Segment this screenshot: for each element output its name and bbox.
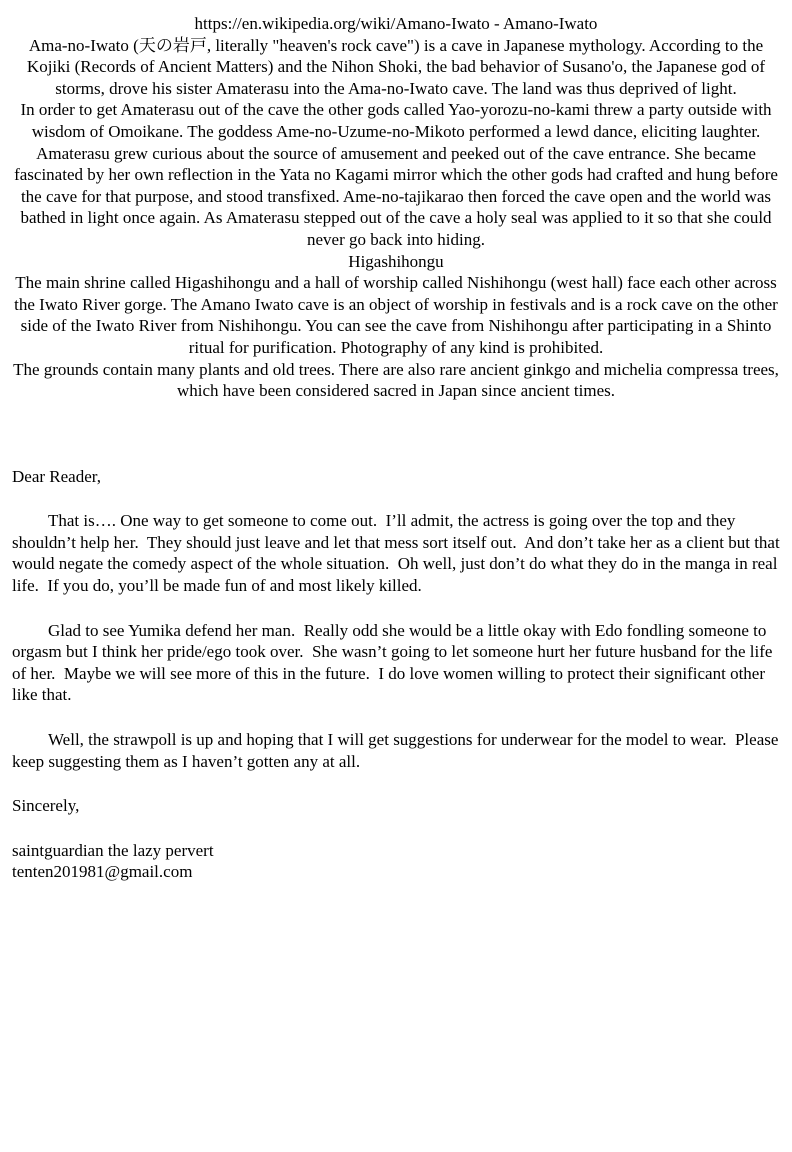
- wiki-paragraph-myth: In order to get Amaterasu out of the cave the other gods called Yao-yorozu-no-kami threw a party outside with wisdom of Omoikane. The goddess Ame-no-Uzume-no-Mikoto performed a lewd dance, eliciting laughter. Amaterasu grew curious about the source of amusement and peeked out of the cave entrance. She became fascinated by her own reflection in the Yata no Kagami mirror which the other gods had crafted and hung before the cave for that purpose, and stood transfixed. Ame-no-tajikarao then forced the cave open and the world was bathed in light once again. As Amaterasu stepped out of the cave a holy seal was applied to it so that she could never go back into hiding.: [14, 100, 778, 249]
- source-url-line: https://en.wikipedia.org/wiki/Amano-Iwato - Amano-Iwato: [194, 14, 598, 33]
- wiki-paragraph-intro: Ama-no-Iwato (天の岩戸, literally "heaven's rock cave") is a cave in Japanese mythology. According to the Kojiki (Records of Ancient Matters) and the Nihon Shoki, the bad behavior of Susano'o, the Japanese god of storms, drove his sister Amaterasu into the Ama-no-Iwato cave. The land was thus deprived of light.: [26, 35, 766, 98]
- signature-email: tenten201981@gmail.com: [12, 862, 193, 882]
- letter-paragraph-1: That is…. One way to get someone to come out. I’ll admit, the actress is going over the top and they shouldn’t help her. They should just leave and let that mess sort itself out. And don’t take her as a client but that would negate the comedy aspect of the whole situation. Oh well, just don’t do what they do in the manga in real life. If you do, you’ll be made fun of and most likely killed.: [12, 511, 784, 596]
- letter-closing: Sincerely,: [12, 796, 80, 816]
- wiki-excerpt-section: [12, 13, 780, 402]
- signature-name: saintguardian the lazy pervert: [12, 840, 214, 860]
- letter-section: [12, 466, 784, 883]
- section-heading-higashihongu: Higashihongu: [348, 251, 444, 271]
- wiki-paragraph-grounds: The grounds contain many plants and old trees. There are also rare ancient ginkgo and michelia compressa trees, which have been considered sacred in Japan since ancient times.: [13, 359, 779, 401]
- wiki-paragraph-shrine: The main shrine called Higashihongu and a hall of worship called Nishihongu (west hall) face each other across the Iwato River gorge. The Amano Iwato cave is an object of worship in festivals and is a rock cave on the other side of the Iwato River from Nishihongu. You can see the cave from Nishihongu after participating in a Shinto ritual for purification. Photography of any kind is prohibited.: [14, 273, 778, 357]
- letter-paragraph-2: Glad to see Yumika defend her man. Really odd she would be a little okay with Edo fondling someone to orgasm but I think her pride/ego took over. She wasn’t going to let someone hurt her future husband for the life of her. Maybe we will see more of this in the future. I do love women willing to protect their significant other like that.: [12, 620, 777, 705]
- letter-salutation: Dear Reader,: [12, 466, 101, 486]
- letter-paragraph-3: Well, the strawpoll is up and hoping that I will get suggestions for underwear for the model to wear. Please keep suggesting them as I haven’t gotten any at all.: [12, 730, 783, 771]
